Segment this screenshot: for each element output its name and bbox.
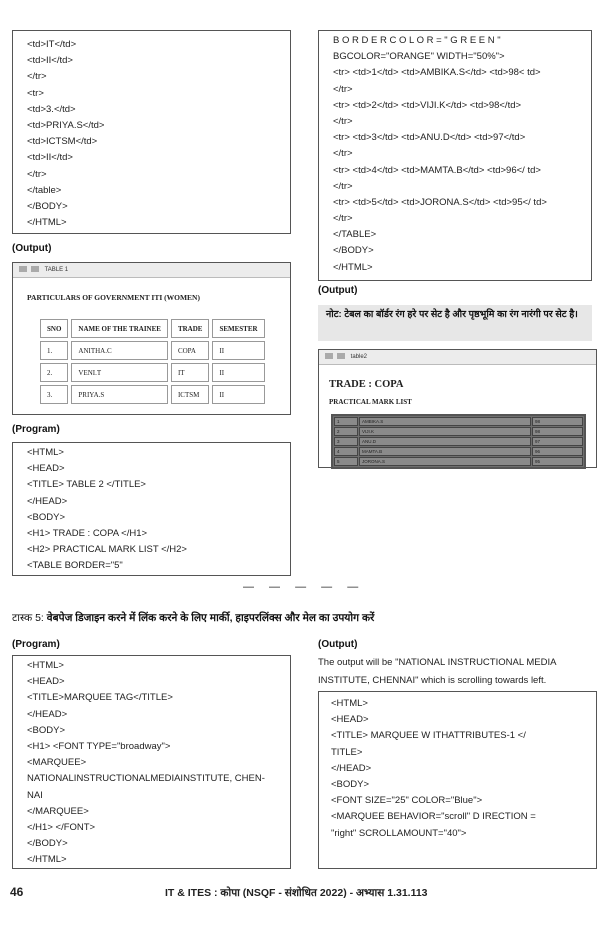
cell: 2 — [334, 427, 358, 436]
code-line: <TITLE> TABLE 2 </TITLE> — [27, 479, 146, 491]
task-heading — [12, 611, 374, 625]
cell: 95 — [532, 457, 583, 466]
page-heading: PARTICULARS OF GOVERNMENT ITI (WOMEN) — [27, 293, 200, 302]
left-code-box — [12, 30, 291, 234]
code-line: <BODY> — [27, 511, 66, 523]
code-line: </HEAD> — [27, 495, 68, 507]
code-line: <td>3.</td> — [27, 103, 76, 115]
code-line: <td>II</td> — [27, 152, 73, 164]
code-line: </tr> — [27, 168, 47, 180]
cell: 4 — [334, 447, 358, 456]
output-screenshot-1 — [12, 262, 291, 415]
program-box-1 — [12, 442, 291, 576]
browser-toolbar — [319, 350, 596, 365]
cell: PRIYA.S — [71, 385, 168, 404]
code-line: </HEAD> — [331, 762, 372, 774]
mark-list-table — [331, 414, 586, 469]
right-code-box — [318, 30, 592, 281]
cell: 1 — [334, 417, 358, 426]
code-line: </HTML> — [333, 261, 373, 273]
code-line: </BODY> — [27, 200, 68, 212]
code-line: <td>PRIYA.S</td> — [27, 119, 105, 131]
code-line: </BODY> — [27, 838, 68, 850]
table-row — [40, 341, 265, 360]
cell: 3 — [334, 437, 358, 446]
code-line: <tr> <td>2</td> <td>VIJI.K</td> <td>98</td> — [333, 99, 522, 111]
cell: VIJI.K — [359, 427, 531, 436]
cell: AMBIKA.S — [359, 417, 531, 426]
forward-icon — [31, 266, 39, 272]
code-line: <BODY> — [27, 724, 66, 736]
cell: 98 — [532, 417, 583, 426]
page-number: 46 — [10, 885, 24, 899]
cell: ICTSM — [171, 385, 210, 404]
header-cell: NAME OF THE TRAINEE — [71, 319, 168, 338]
code-line: </tr> — [333, 213, 353, 225]
code-line: <MARQUEE> — [27, 757, 87, 769]
table-row — [40, 385, 265, 404]
code-line: </tr> — [27, 71, 47, 83]
back-icon — [325, 353, 333, 359]
code-line: <HEAD> — [27, 463, 65, 475]
cell: ANITHA.C — [71, 341, 168, 360]
cell: ANU.D — [359, 437, 531, 446]
program-box-3 — [318, 691, 597, 869]
cell: 3. — [40, 385, 68, 404]
tab-title: table2 — [350, 354, 368, 360]
output-screenshot-2 — [318, 349, 597, 468]
code-line: <td>ICTSM</td> — [27, 136, 98, 148]
cell: II — [212, 341, 264, 360]
cell: II — [212, 385, 264, 404]
code-line: <TITLE> MARQUEE W ITHATTRIBUTES-1 </ — [331, 730, 526, 742]
code-line: </tr> — [333, 115, 353, 127]
output-label: (Output) — [318, 639, 358, 650]
code-line: </TABLE> — [333, 229, 377, 241]
table-row — [334, 447, 583, 456]
program-label: (Program) — [12, 424, 60, 435]
page-h1: TRADE : COPA — [329, 379, 404, 390]
code-line: <tr> <td>1</td> <td>AMBIKA.S</td> <td>98< td> — [333, 67, 541, 79]
code-line: <MARQUEE BEHAVIOR="scroll" D IRECTION = — [331, 811, 536, 823]
page-footer — [0, 885, 600, 907]
table-row — [334, 427, 583, 436]
section-separator: — — — — — — [243, 581, 365, 593]
back-icon — [19, 266, 27, 272]
table-row — [40, 363, 265, 382]
code-line: <HEAD> — [27, 676, 65, 688]
table-row — [334, 457, 583, 466]
table-row — [334, 417, 583, 426]
code-line: </tr> — [333, 180, 353, 192]
footer-text: IT & ITES : कोपा (NSQF - संशोधित 2022) - अभ्यास 1.31.113 — [165, 887, 428, 899]
output-description: INSTITUTE, CHENNAI" which is scrolling towards left. — [318, 675, 547, 686]
page-h2: PRACTICAL MARK LIST — [329, 398, 412, 406]
cell: II — [212, 363, 264, 382]
header-cell: TRADE — [171, 319, 210, 338]
header-cell: SEMESTER — [212, 319, 264, 338]
code-line: <tr> <td>3</td> <td>ANU.D</td> <td>97</td> — [333, 132, 526, 144]
code-line: <H1> <FONT TYPE="broadway"> — [27, 740, 171, 752]
cell: 98 — [532, 427, 583, 436]
code-line: <tr> <td>4</td> <td>MAMTA.B</td> <td>96</ td> — [333, 164, 541, 176]
cell: IT — [171, 363, 210, 382]
cell: VENI.T — [71, 363, 168, 382]
cell: COPA — [171, 341, 210, 360]
code-line: <HEAD> — [331, 714, 369, 726]
cell: MAMTA.B — [359, 447, 531, 456]
task-prefix: टास्क 5: — [12, 612, 44, 624]
code-line: "right" SCROLLAMOUNT="40"> — [331, 827, 467, 839]
code-line: </tr> — [333, 148, 353, 160]
tab-title: TABLE 1 — [44, 267, 69, 273]
code-line: B O R D E R C O L O R = " G R E E N " — [333, 35, 501, 46]
code-line: NATIONALINSTRUCTIONALMEDIAINSTITUTE, CHEN- — [27, 773, 265, 785]
code-line: <HTML> — [331, 698, 368, 709]
cell: 97 — [532, 437, 583, 446]
code-line: </HTML> — [27, 854, 67, 866]
cell: 2. — [40, 363, 68, 382]
program-box-2 — [12, 655, 291, 869]
output-label: (Output) — [318, 285, 358, 296]
code-line: <HTML> — [27, 660, 64, 671]
code-line: NAI — [27, 789, 43, 801]
code-line: </HTML> — [27, 217, 67, 229]
code-line: </H1> </FONT> — [27, 821, 96, 833]
code-line: <H2> PRACTICAL MARK LIST </H2> — [27, 544, 187, 556]
code-line: </MARQUEE> — [27, 805, 89, 817]
code-line: </HEAD> — [27, 708, 68, 720]
code-line: <tr> <td>5</td> <td>JORONA.S</td> <td>95</ td> — [333, 196, 547, 208]
note-text: नोट: टेबल का बॉर्डर रंग हरे पर सेट है और पृष्ठभूमि का रंग नारंगी पर सेट है। — [318, 305, 592, 341]
forward-icon — [337, 353, 345, 359]
task-title: वेबपेज डिजाइन करने में लिंक करने के लिए मार्की, हाइपरलिंक्स और मेल का उपयोग करें — [46, 612, 375, 624]
cell: JORONA.S — [359, 457, 531, 466]
cell: 96 — [532, 447, 583, 456]
code-line: </tr> — [333, 83, 353, 95]
cell: 5 — [334, 457, 358, 466]
code-line: <FONT SIZE="25" COLOR="Blue"> — [331, 795, 483, 807]
code-line: </table> — [27, 184, 62, 196]
code-line: <TABLE BORDER="5" — [27, 560, 123, 572]
trainee-table — [37, 316, 268, 407]
code-line: </BODY> — [333, 245, 374, 257]
output-description: The output will be "NATIONAL INSTRUCTIONAL MEDIA — [318, 657, 557, 668]
output-label: (Output) — [12, 243, 52, 254]
code-line: <td>II</td> — [27, 55, 73, 67]
code-line: <H1> TRADE : COPA </H1> — [27, 527, 148, 539]
code-line: <TITLE>MARQUEE TAG</TITLE> — [27, 692, 173, 704]
table-row — [334, 437, 583, 446]
code-line: <tr> — [27, 87, 44, 99]
cell: 1. — [40, 341, 68, 360]
program-label: (Program) — [12, 639, 60, 650]
browser-toolbar — [13, 263, 290, 278]
table-header-row — [40, 319, 265, 338]
code-line: BGCOLOR="ORANGE" WIDTH="50%"> — [333, 51, 505, 63]
code-line: <BODY> — [331, 778, 370, 790]
code-line: TITLE> — [331, 746, 363, 758]
code-line: <td>IT</td> — [27, 39, 77, 50]
header-cell: SNO — [40, 319, 68, 338]
code-line: <HTML> — [27, 447, 64, 458]
